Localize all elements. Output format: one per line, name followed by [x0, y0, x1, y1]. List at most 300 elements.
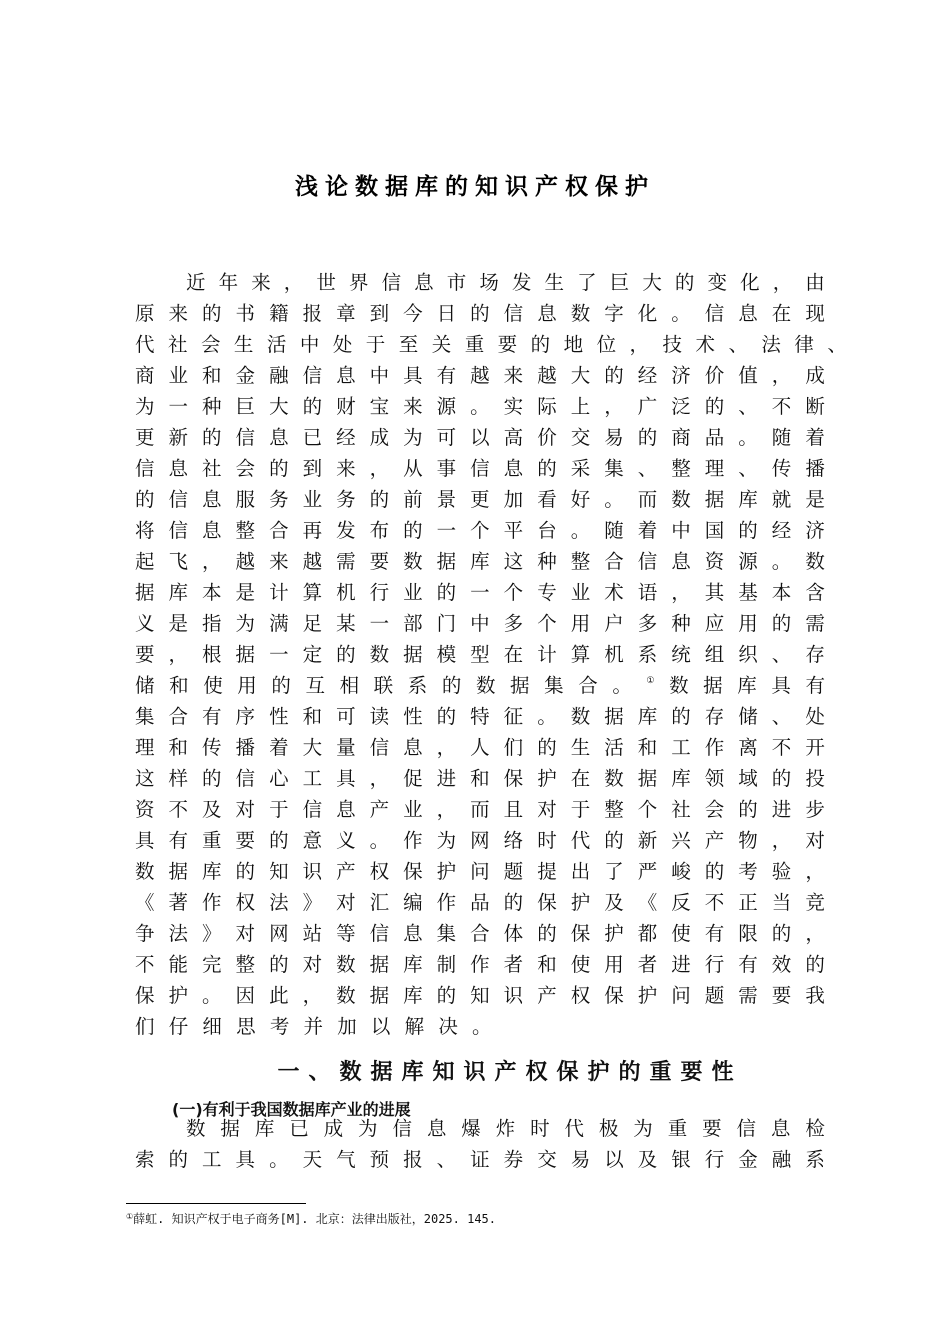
- glyph: 、: [827, 333, 847, 356]
- glyph: 完: [202, 953, 222, 976]
- glyph: 处: [332, 333, 353, 356]
- glyph: 气: [336, 1148, 356, 1171]
- glyph: 在: [503, 643, 524, 666]
- glyph: 变: [707, 271, 728, 294]
- glyph: 来: [269, 550, 289, 573]
- glyph: 网: [470, 829, 490, 852]
- glyph: 来: [503, 364, 524, 387]
- glyph: 竞: [805, 891, 825, 914]
- glyph: 多: [503, 612, 524, 635]
- glyph: 商: [135, 364, 155, 387]
- glyph: 权: [235, 891, 256, 914]
- glyph: 据: [604, 705, 624, 728]
- glyph: 信: [369, 736, 390, 759]
- text-line: [135, 794, 825, 825]
- glyph: 来: [251, 271, 271, 294]
- glyph: 的: [436, 705, 457, 728]
- glyph: 系: [637, 643, 658, 666]
- glyph: 计: [269, 581, 289, 604]
- glyph: 的: [704, 860, 725, 883]
- glyph: 据: [369, 953, 390, 976]
- glyph: 组: [704, 643, 725, 666]
- glyph: 权: [369, 860, 390, 883]
- glyph: 信: [168, 488, 189, 511]
- glyph: 的: [436, 984, 457, 1007]
- glyph: 读: [369, 705, 390, 728]
- glyph: 的: [235, 860, 256, 883]
- glyph: 界: [348, 271, 369, 294]
- text-line: [135, 422, 825, 453]
- glyph: 景: [436, 488, 457, 511]
- glyph: 可: [336, 705, 356, 728]
- glyph: 市: [446, 271, 467, 294]
- footnote: [126, 1210, 496, 1227]
- glyph: 信: [736, 1117, 757, 1140]
- glyph: 据: [703, 674, 723, 697]
- glyph: 编: [403, 891, 423, 914]
- glyph: 护: [604, 922, 624, 945]
- glyph: 据: [235, 643, 256, 666]
- glyph: 一: [436, 519, 457, 542]
- glyph: 为: [436, 829, 457, 852]
- glyph: 数: [403, 550, 423, 573]
- glyph: 的: [537, 736, 557, 759]
- text-line: [135, 670, 825, 701]
- glyph: 此: [269, 984, 289, 1007]
- glyph: 护: [537, 767, 557, 790]
- text-line: [135, 608, 825, 639]
- glyph: 解: [404, 1015, 425, 1038]
- glyph: ，: [805, 922, 825, 945]
- glyph: 们: [135, 1015, 155, 1038]
- glyph: 律: [794, 333, 814, 356]
- glyph: 济: [671, 364, 691, 387]
- glyph: 着: [269, 736, 289, 759]
- glyph: 更: [470, 488, 490, 511]
- text-line: [186, 267, 825, 298]
- glyph: 》: [302, 891, 323, 914]
- glyph: 易: [604, 426, 624, 449]
- text-line: [135, 453, 825, 484]
- glyph: 息: [414, 271, 434, 294]
- glyph: 经: [771, 519, 792, 542]
- glyph: 保: [503, 767, 524, 790]
- glyph: 合: [269, 519, 289, 542]
- glyph: 限: [738, 922, 758, 945]
- glyph: 更: [135, 426, 155, 449]
- glyph: 金: [235, 364, 256, 387]
- glyph: 多: [637, 612, 658, 635]
- glyph: 作: [202, 891, 222, 914]
- glyph: 型: [470, 643, 490, 666]
- glyph: 都: [637, 922, 658, 945]
- glyph: 。: [202, 984, 222, 1007]
- glyph: 整: [604, 798, 624, 821]
- glyph: 个: [537, 612, 557, 635]
- glyph: 合: [168, 705, 189, 728]
- glyph: 关: [431, 333, 452, 356]
- glyph: 具: [336, 767, 356, 790]
- glyph: 考: [269, 1015, 290, 1038]
- glyph: 统: [671, 643, 691, 666]
- glyph: 飞: [168, 550, 189, 573]
- glyph: 了: [604, 860, 624, 883]
- glyph: 报: [302, 302, 323, 325]
- glyph: 经: [336, 426, 356, 449]
- glyph: 来: [336, 457, 356, 480]
- glyph: 务: [269, 488, 289, 511]
- glyph: 的: [269, 457, 289, 480]
- glyph: 的: [805, 953, 825, 976]
- glyph: 数: [570, 705, 591, 728]
- glyph: 息: [269, 426, 289, 449]
- glyph: 起: [135, 550, 155, 573]
- footnote-separator: [126, 1203, 306, 1204]
- glyph: 的: [403, 519, 423, 542]
- glyph: 用: [738, 612, 758, 635]
- glyph: 库: [168, 581, 189, 604]
- glyph: 数: [671, 488, 691, 511]
- glyph: 的: [704, 395, 725, 418]
- glyph: 指: [202, 612, 222, 635]
- glyph: 的: [537, 457, 557, 480]
- glyph: 促: [403, 767, 423, 790]
- glyph: 发: [336, 519, 356, 542]
- glyph: 近: [186, 271, 206, 294]
- glyph: 再: [302, 519, 323, 542]
- glyph: 随: [604, 519, 624, 542]
- text-line: [135, 1011, 825, 1042]
- glyph: 识: [503, 984, 524, 1007]
- glyph: 代: [564, 1117, 584, 1140]
- glyph: 站: [302, 922, 323, 945]
- glyph: 部: [403, 612, 423, 635]
- glyph: 种: [671, 612, 691, 635]
- glyph: 对: [235, 798, 256, 821]
- glyph: 银: [671, 1148, 691, 1171]
- glyph: 保: [537, 891, 557, 914]
- glyph: 作: [704, 736, 725, 759]
- glyph: 合: [470, 922, 490, 945]
- glyph: 足: [302, 612, 323, 635]
- glyph: 章: [336, 302, 356, 325]
- glyph: 对: [235, 922, 256, 945]
- glyph: 财: [336, 395, 356, 418]
- glyph: 字: [604, 302, 624, 325]
- glyph: 保: [135, 984, 155, 1007]
- glyph: 术: [695, 333, 715, 356]
- glyph: 、: [728, 333, 748, 356]
- glyph: 是: [805, 488, 825, 511]
- glyph: 息: [671, 550, 691, 573]
- glyph: 息: [336, 798, 356, 821]
- glyph: 当: [771, 891, 792, 914]
- glyph: 根: [202, 643, 222, 666]
- glyph: 和: [169, 674, 189, 697]
- glyph: 了: [577, 271, 597, 294]
- text-line: [135, 732, 825, 763]
- glyph: 应: [704, 612, 725, 635]
- glyph: 细: [202, 1015, 222, 1038]
- glyph: 世: [316, 271, 336, 294]
- glyph: 息: [537, 302, 557, 325]
- glyph: 基: [738, 581, 758, 604]
- glyph: 新: [637, 829, 658, 852]
- glyph: 种: [202, 395, 222, 418]
- glyph: 于: [269, 798, 289, 821]
- glyph: 索: [135, 1148, 155, 1171]
- glyph: 数: [805, 550, 825, 573]
- text-line: [135, 701, 825, 732]
- glyph: 库: [403, 953, 423, 976]
- glyph: 为: [403, 426, 423, 449]
- glyph: 据: [704, 488, 725, 511]
- glyph: 效: [771, 953, 792, 976]
- glyph: 社: [167, 333, 188, 356]
- glyph: 信: [503, 302, 524, 325]
- glyph: 不: [771, 736, 792, 759]
- glyph: 合: [578, 674, 598, 697]
- glyph: 具: [135, 829, 155, 852]
- glyph: 高: [503, 426, 524, 449]
- glyph: 生: [570, 736, 591, 759]
- glyph: 工: [671, 736, 691, 759]
- document-title: 浅论数据库的知识产权保护: [295, 174, 655, 200]
- glyph: 中: [671, 519, 691, 542]
- glyph: 播: [235, 736, 256, 759]
- glyph: 对: [805, 829, 825, 852]
- glyph: 为: [135, 395, 155, 418]
- glyph: ，: [436, 798, 457, 821]
- glyph: 及: [604, 891, 624, 914]
- glyph: 息: [202, 488, 222, 511]
- text-line: [135, 1144, 825, 1175]
- glyph: 步: [805, 798, 825, 821]
- glyph: 机: [604, 643, 624, 666]
- glyph: 的: [269, 953, 289, 976]
- glyph: 社: [671, 798, 691, 821]
- glyph: 在: [771, 302, 792, 325]
- glyph: 。: [470, 395, 490, 418]
- glyph: 活: [266, 333, 287, 356]
- glyph: 息: [503, 457, 524, 480]
- glyph: 整: [570, 550, 591, 573]
- glyph: 不: [168, 798, 189, 821]
- glyph: 台: [537, 519, 557, 542]
- glyph: 业: [168, 364, 189, 387]
- glyph: 的: [771, 922, 792, 945]
- glyph: 大: [269, 395, 289, 418]
- glyph: 重: [202, 829, 222, 852]
- glyph: 成: [805, 364, 825, 387]
- glyph: 者: [637, 953, 658, 976]
- glyph: 信: [168, 519, 189, 542]
- glyph: 域: [738, 767, 758, 790]
- glyph: 络: [503, 829, 524, 852]
- glyph: 据: [168, 860, 189, 883]
- glyph: 业: [570, 581, 591, 604]
- glyph: 行: [369, 581, 390, 604]
- glyph: 的: [369, 488, 390, 511]
- glyph: 个: [470, 519, 490, 542]
- glyph: 库: [254, 1117, 275, 1140]
- glyph: 越: [470, 364, 490, 387]
- glyph: 一: [269, 643, 289, 666]
- glyph: 争: [135, 922, 155, 945]
- glyph: 理: [135, 736, 155, 759]
- glyph: 《: [637, 891, 658, 914]
- glyph: 为: [633, 1117, 653, 1140]
- glyph: 。: [612, 674, 632, 697]
- glyph: 整: [235, 953, 256, 976]
- glyph: 至: [398, 333, 419, 356]
- glyph: 中: [369, 364, 390, 387]
- glyph: 据: [436, 550, 457, 573]
- glyph: 进: [671, 953, 691, 976]
- glyph: 。: [472, 1015, 492, 1038]
- glyph: 、: [436, 1148, 457, 1171]
- glyph: 融: [771, 1148, 792, 1171]
- glyph: 为: [358, 1117, 378, 1140]
- glyph: 息: [336, 364, 356, 387]
- glyph: 使: [203, 674, 223, 697]
- glyph: 据: [637, 767, 658, 790]
- glyph: 算: [570, 643, 591, 666]
- glyph: 广: [637, 395, 658, 418]
- glyph: 极: [598, 1117, 619, 1140]
- glyph: 息: [426, 1117, 447, 1140]
- glyph: ，: [302, 984, 323, 1007]
- glyph: ，: [772, 271, 793, 294]
- glyph: 机: [336, 581, 356, 604]
- glyph: 由: [805, 271, 825, 294]
- glyph: 本: [771, 581, 792, 604]
- glyph: 并: [303, 1015, 324, 1038]
- glyph: 用: [237, 674, 257, 697]
- glyph: 及: [202, 798, 222, 821]
- glyph: 济: [805, 519, 825, 542]
- glyph: 布: [369, 519, 390, 542]
- glyph: 护: [168, 984, 189, 1007]
- glyph: 定: [302, 643, 323, 666]
- glyph: 库: [738, 488, 758, 511]
- glyph: 具: [235, 1148, 256, 1171]
- glyph: 和: [202, 364, 222, 387]
- glyph: 库: [403, 984, 423, 1007]
- glyph: 越: [235, 550, 256, 573]
- glyph: 传: [771, 457, 792, 480]
- text-line: [135, 980, 825, 1011]
- glyph: ，: [604, 395, 624, 418]
- glyph: 作: [403, 829, 423, 852]
- glyph: 大: [570, 364, 591, 387]
- glyph: 们: [503, 736, 524, 759]
- glyph: 交: [537, 1148, 557, 1171]
- glyph: 加: [337, 1015, 357, 1038]
- glyph: 平: [503, 519, 524, 542]
- glyph: 库: [470, 550, 490, 573]
- glyph: 据: [403, 643, 423, 666]
- glyph: 整: [235, 519, 256, 542]
- glyph: 资: [135, 798, 155, 821]
- glyph: 数: [604, 767, 624, 790]
- glyph: 法: [269, 891, 289, 914]
- glyph: 生: [233, 333, 254, 356]
- glyph: 价: [537, 426, 557, 449]
- glyph: ，: [283, 271, 304, 294]
- glyph: 券: [503, 1148, 524, 1171]
- glyph: 实: [503, 395, 524, 418]
- glyph: 含: [805, 581, 825, 604]
- glyph: 集: [544, 674, 564, 697]
- glyph: 化: [740, 271, 760, 294]
- glyph: 这: [135, 767, 155, 790]
- glyph: 品: [470, 891, 490, 914]
- glyph: 籍: [269, 302, 289, 325]
- glyph: 专: [537, 581, 557, 604]
- glyph: 知: [269, 860, 289, 883]
- glyph: 对: [537, 798, 557, 821]
- glyph: 不: [704, 891, 725, 914]
- glyph: 到: [302, 457, 323, 480]
- glyph: 重: [667, 1117, 688, 1140]
- glyph: 、: [637, 457, 658, 480]
- glyph: 行: [704, 1148, 725, 1171]
- text-line: [135, 360, 825, 391]
- glyph: 场: [479, 271, 499, 294]
- glyph: 库: [202, 860, 222, 883]
- glyph: 信: [470, 457, 490, 480]
- glyph: 的: [674, 271, 695, 294]
- glyph: 值: [738, 364, 758, 387]
- glyph: 集: [604, 457, 624, 480]
- glyph: 集: [436, 922, 457, 945]
- glyph: ，: [771, 364, 792, 387]
- glyph: 宝: [369, 395, 390, 418]
- glyph: 于: [570, 798, 591, 821]
- glyph: 数: [186, 1117, 206, 1140]
- glyph: 国: [704, 519, 725, 542]
- glyph: 际: [537, 395, 557, 418]
- glyph: 服: [235, 488, 256, 511]
- glyph: 进: [771, 798, 792, 821]
- glyph: 时: [530, 1117, 550, 1140]
- glyph: 权: [570, 984, 591, 1007]
- glyph: 大: [642, 271, 662, 294]
- glyph: 。: [671, 302, 691, 325]
- glyph: 已: [289, 1117, 309, 1140]
- text-line: [135, 391, 825, 422]
- glyph: 一: [470, 581, 490, 604]
- glyph: 书: [235, 302, 256, 325]
- glyph: 处: [805, 705, 825, 728]
- text-line: [135, 763, 825, 794]
- glyph: ，: [436, 736, 457, 759]
- glyph: 爆: [461, 1117, 481, 1140]
- glyph: 有: [704, 922, 725, 945]
- glyph: 信: [381, 271, 402, 294]
- glyph: 整: [671, 457, 691, 480]
- footnote-text: 薛虹. 知识产权于电子商务[M]. 北京：法律出版社，2025. 145.: [133, 1212, 496, 1226]
- glyph: 会: [200, 333, 221, 356]
- glyph: 开: [805, 736, 825, 759]
- glyph: 正: [738, 891, 758, 914]
- glyph: 今: [403, 302, 423, 325]
- glyph: 看: [537, 488, 557, 511]
- glyph: 因: [235, 984, 256, 1007]
- glyph: 信: [135, 457, 155, 480]
- glyph: 信: [302, 798, 323, 821]
